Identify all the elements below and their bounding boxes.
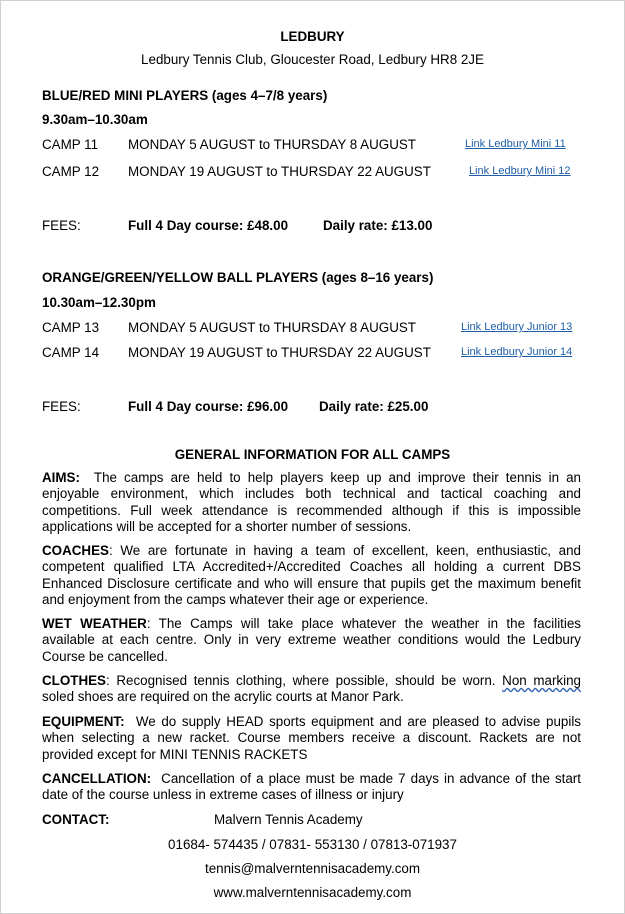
wet-weather-text: : The Camps will take place whatever the weather in the facilities available at each centre. Only in very extreme weather conditions would the Ledbury Course be cancelled. <box>42 616 582 664</box>
camp-13-name: CAMP 13 <box>42 320 100 335</box>
camp-12-link[interactable]: Link Ledbury Mini 12 <box>469 165 571 177</box>
camp-14-link[interactable]: Link Ledbury Junior 14 <box>461 346 573 358</box>
equipment-paragraph <box>42 714 581 763</box>
wet-weather-paragraph <box>42 616 581 665</box>
equipment-label: EQUIPMENT: <box>42 714 125 729</box>
aims-paragraph <box>42 470 581 536</box>
camp-12-name: CAMP 12 <box>42 164 100 179</box>
mini-time: 9.30am–10.30am <box>42 112 148 127</box>
cancellation-text: Cancellation of a place must be made 7 days in advance of the start date of the course unless in extreme cases of illness or injury <box>42 771 581 803</box>
cancellation-paragraph <box>42 771 581 804</box>
contact-label: CONTACT: <box>42 812 110 827</box>
camp-12-dates: MONDAY 19 AUGUST to THURSDAY 22 AUGUST <box>128 164 431 179</box>
non-marking-text: Non marking <box>502 673 581 688</box>
camp-11-dates: MONDAY 5 AUGUST to THURSDAY 8 AUGUST <box>128 137 416 152</box>
aims-label: AIMS: <box>42 470 80 485</box>
page-title: LEDBURY <box>280 29 345 44</box>
camp-14-dates: MONDAY 19 AUGUST to THURSDAY 22 AUGUST <box>128 345 431 360</box>
clothes-label: CLOTHES <box>42 673 106 688</box>
venue-address: Ledbury Tennis Club, Gloucester Road, Ledbury HR8 2JE <box>141 52 484 67</box>
contact-name: Malvern Tennis Academy <box>214 812 363 827</box>
clothes-text-b: soled shoes are required on the acrylic courts at Manor Park. <box>42 689 404 705</box>
junior-daily-rate: Daily rate: £25.00 <box>319 399 429 414</box>
camp-13-dates: MONDAY 5 AUGUST to THURSDAY 8 AUGUST <box>128 320 416 335</box>
cancellation-label: CANCELLATION: <box>42 771 152 786</box>
contact-phones: 01684- 574435 / 07831- 553130 / 07813-071937 <box>168 837 457 852</box>
clothes-text-a: : Recognised tennis clothing, where possible, should be worn. <box>105 673 503 688</box>
mini-full-course-fee: Full 4 Day course: £48.00 <box>128 218 289 233</box>
mini-daily-rate: Daily rate: £13.00 <box>323 218 433 233</box>
general-heading: GENERAL INFORMATION FOR ALL CAMPS <box>174 447 451 462</box>
junior-full-course-fee: Full 4 Day course: £96.00 <box>128 399 289 414</box>
camp-11-link[interactable]: Link Ledbury Mini 11 <box>465 138 566 150</box>
mini-heading: BLUE/RED MINI PLAYERS (ages 4–7/8 years) <box>42 88 328 103</box>
contact-website: www.malverntennisacademy.com <box>213 885 412 900</box>
mini-fees-label: FEES: <box>42 218 81 233</box>
contact-email: tennis@malverntennisacademy.com <box>204 861 421 876</box>
coaches-paragraph <box>42 543 581 609</box>
camp-13-link[interactable]: Link Ledbury Junior 13 <box>461 321 573 333</box>
junior-fees-label: FEES: <box>42 399 81 414</box>
coaches-label: COACHES <box>42 543 109 558</box>
camp-11-name: CAMP 11 <box>42 137 99 152</box>
coaches-text: : We are fortunate in having a team of excellent, keen, enthusiastic, and competent qualified LTA Accredited+/Accredited Coaches all holding a current DBS Enhanced Disclosure certificate and who will ensure that pupils get the maximum benefit and enjoyment from the camps whatever their age or experience. <box>42 543 581 608</box>
aims-text: The camps are held to help players keep up and improve their tennis in an enjoyable environment, which includes both technical and tactical coaching and competitions. Full week attendance is recommended although if this is impossible applications will be accepted for a shorter number of sessions. <box>42 470 582 535</box>
junior-time: 10.30am–12.30pm <box>42 295 156 310</box>
junior-heading: ORANGE/GREEN/YELLOW BALL PLAYERS (ages 8–16 years) <box>42 270 434 285</box>
camp-14-name: CAMP 14 <box>42 345 100 360</box>
clothes-paragraph <box>42 673 581 706</box>
wet-weather-label: WET WEATHER <box>42 616 147 631</box>
equipment-text: We do supply HEAD sports equipment and are pleased to advise pupils when selecting a new racket. Course members receive a discount. Rackets are not provided except for MINI TENNIS RACKETS <box>42 714 581 762</box>
